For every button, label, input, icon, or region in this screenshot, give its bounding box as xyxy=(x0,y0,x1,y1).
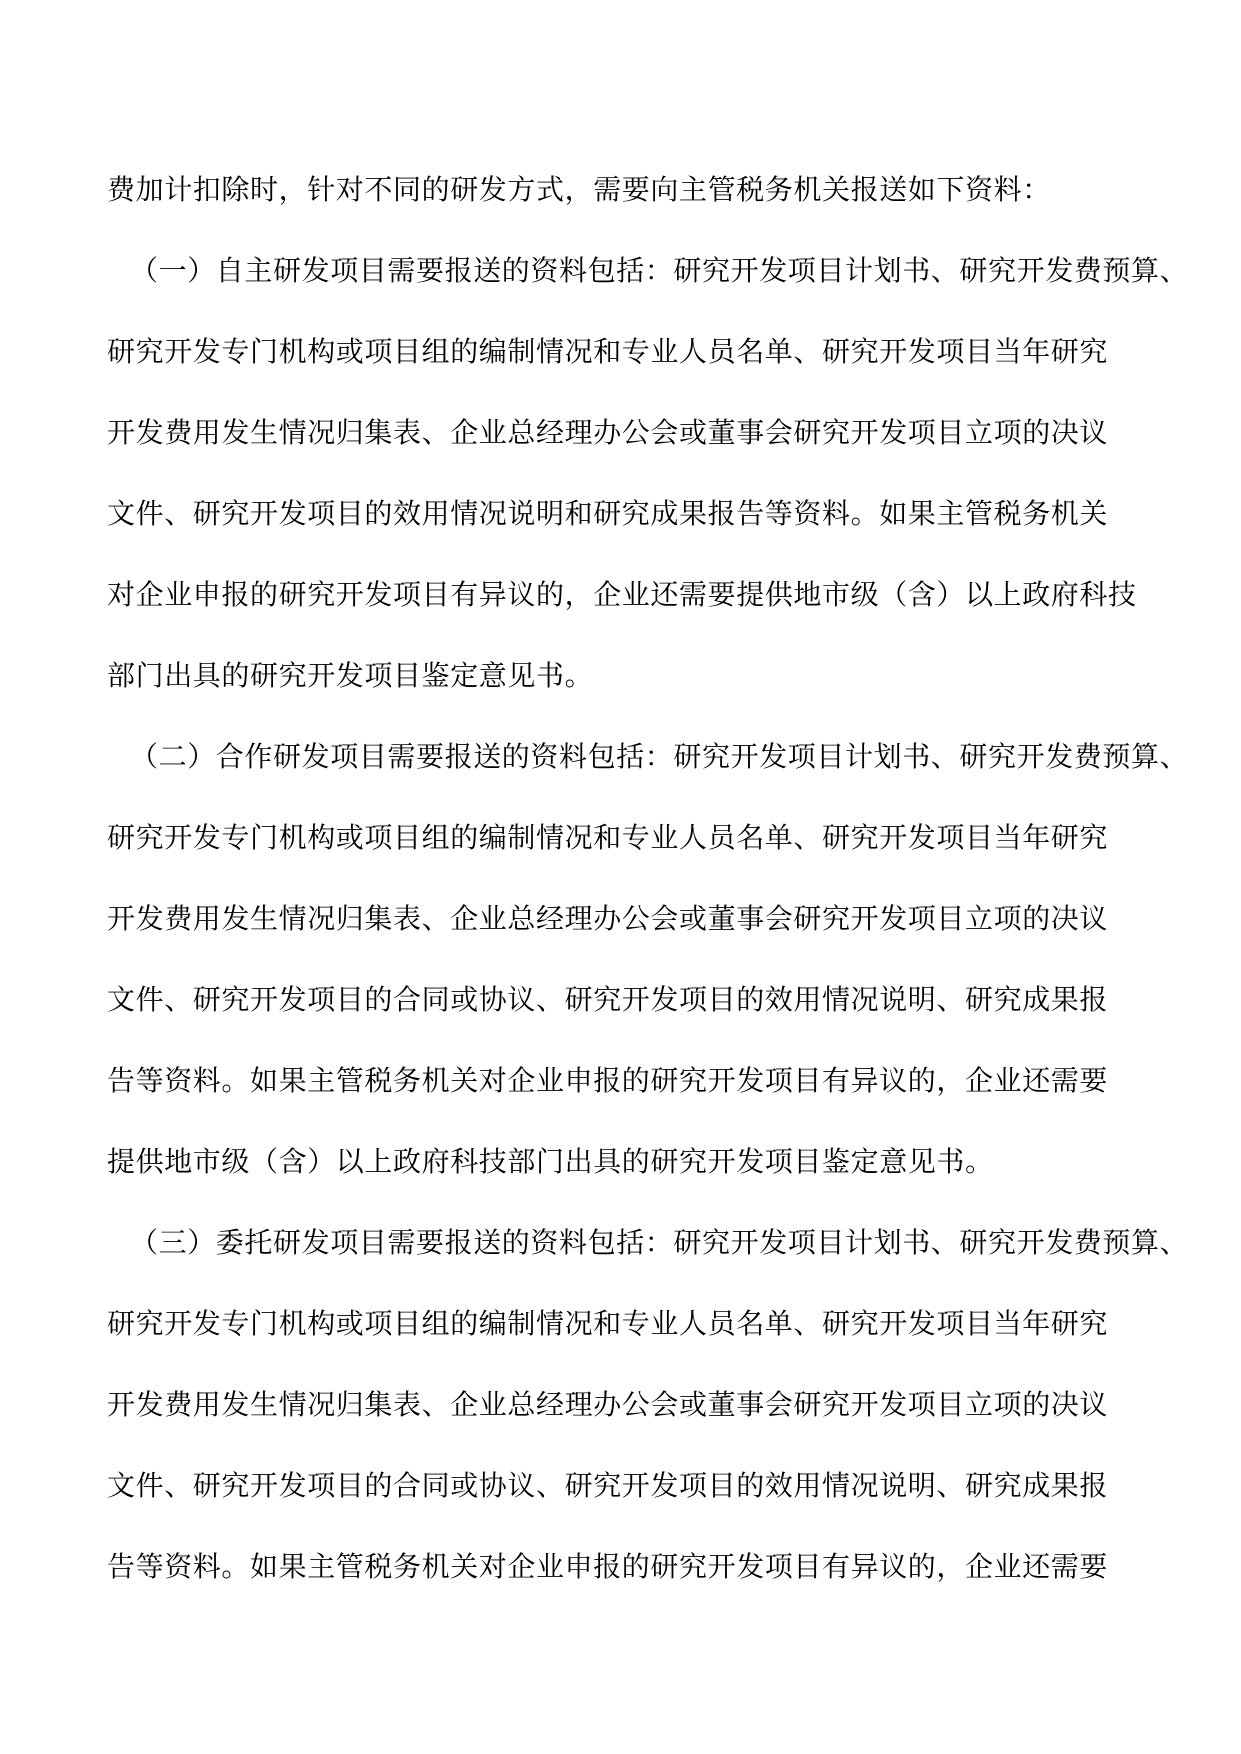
text-line-8: （二）合作研发项目需要报送的资料包括：研究开发项目计划书、研究开发费预算、 xyxy=(130,740,1189,773)
text-line-16: 开发费用发生情况归集表、企业总经理办公会或董事会研究开发项目立项的决议 xyxy=(107,1388,1109,1421)
text-line-11: 文件、研究开发项目的合同或协议、研究开发项目的效用情况说明、研究成果报 xyxy=(107,983,1109,1016)
text-line-2: （一）自主研发项目需要报送的资料包括：研究开发项目计划书、研究开发费预算、 xyxy=(130,254,1189,287)
text-line-4: 开发费用发生情况归集表、企业总经理办公会或董事会研究开发项目立项的决议 xyxy=(107,416,1109,449)
text-line-3: 研究开发专门机构或项目组的编制情况和专业人员名单、研究开发项目当年研究 xyxy=(107,335,1109,368)
text-line-14: （三）委托研发项目需要报送的资料包括：研究开发项目计划书、研究开发费预算、 xyxy=(130,1226,1189,1259)
text-line-10: 开发费用发生情况归集表、企业总经理办公会或董事会研究开发项目立项的决议 xyxy=(107,902,1109,935)
text-line-13: 提供地市级（含）以上政府科技部门出具的研究开发项目鉴定意见书。 xyxy=(107,1145,994,1178)
text-line-5: 文件、研究开发项目的效用情况说明和研究成果报告等资料。如果主管税务机关 xyxy=(107,497,1109,530)
text-line-17: 文件、研究开发项目的合同或协议、研究开发项目的效用情况说明、研究成果报 xyxy=(107,1469,1109,1502)
text-line-18: 告等资料。如果主管税务机关对企业申报的研究开发项目有异议的，企业还需要 xyxy=(107,1550,1109,1583)
text-line-6: 对企业申报的研究开发项目有异议的，企业还需要提供地市级（含）以上政府科技 xyxy=(107,578,1137,611)
text-line-1: 费加计扣除时，针对不同的研发方式，需要向主管税务机关报送如下资料： xyxy=(107,173,1051,206)
text-line-15: 研究开发专门机构或项目组的编制情况和专业人员名单、研究开发项目当年研究 xyxy=(107,1307,1109,1340)
text-line-7: 部门出具的研究开发项目鉴定意见书。 xyxy=(107,659,594,692)
text-line-9: 研究开发专门机构或项目组的编制情况和专业人员名单、研究开发项目当年研究 xyxy=(107,821,1109,854)
text-line-12: 告等资料。如果主管税务机关对企业申报的研究开发项目有异议的，企业还需要 xyxy=(107,1064,1109,1097)
